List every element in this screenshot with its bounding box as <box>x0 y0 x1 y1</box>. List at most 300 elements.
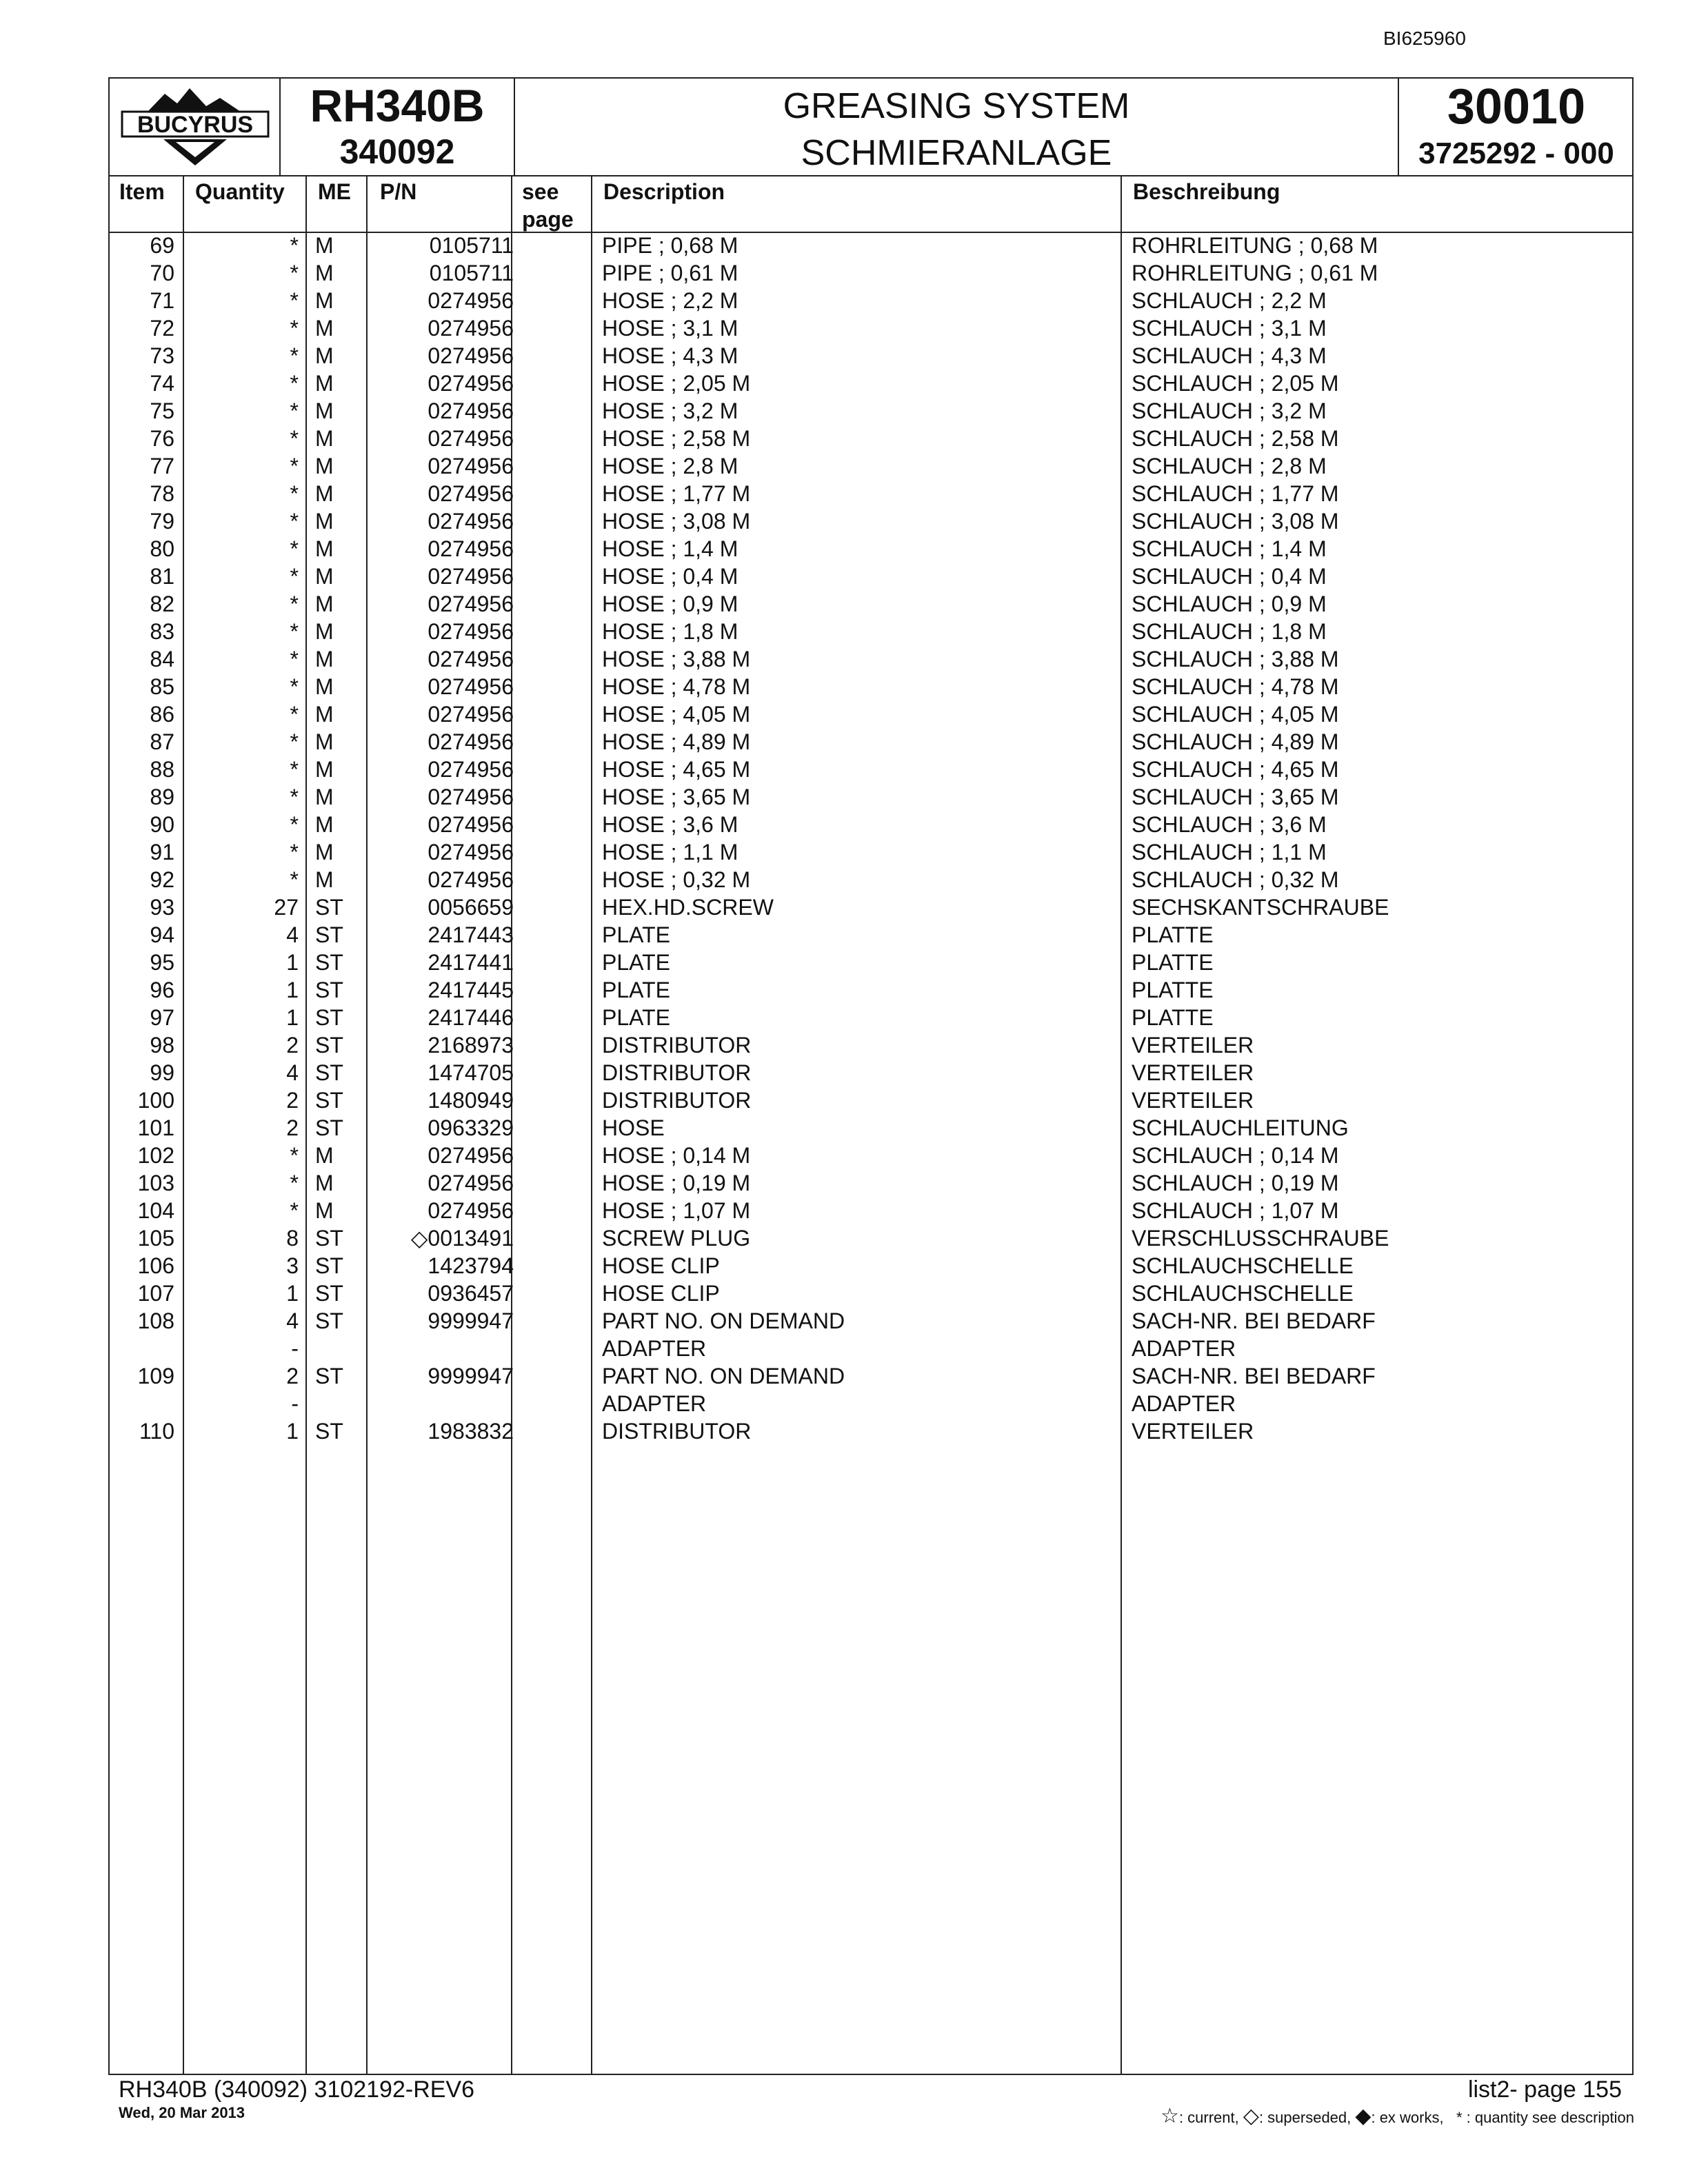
unit-cell-text: M <box>315 729 334 754</box>
item-cell <box>110 673 174 700</box>
unit-cell-text: ST <box>315 1308 343 1333</box>
item-cell <box>110 1142 174 1169</box>
unit-cell <box>315 1417 343 1445</box>
unit-cell-text: ST <box>315 1364 343 1388</box>
unit-cell-text: M <box>315 288 334 313</box>
item-cell <box>110 949 174 976</box>
model-number: RH340B <box>310 80 485 131</box>
beschreibung-cell <box>1132 590 1327 618</box>
quantity-cell-text: * <box>290 509 299 534</box>
beschreibung-cell <box>1132 1086 1254 1114</box>
description-cell-text: HOSE ; 0,32 M <box>602 867 751 892</box>
unit-cell <box>315 949 343 976</box>
table-row <box>110 811 1632 838</box>
beschreibung-cell-text: PLATTE <box>1132 1005 1214 1030</box>
quantity-cell <box>183 1417 299 1445</box>
quantity-cell <box>183 783 299 811</box>
description-cell-text: HOSE ; 2,8 M <box>602 454 738 478</box>
quantity-cell <box>183 673 299 700</box>
beschreibung-cell-text: SCHLAUCH ; 2,2 M <box>1132 288 1327 313</box>
table-row <box>110 1004 1632 1031</box>
beschreibung-cell <box>1132 397 1327 425</box>
quantity-cell <box>183 618 299 645</box>
unit-cell-text: M <box>315 757 334 782</box>
item-cell <box>110 921 174 949</box>
quantity-cell-text: * <box>290 233 299 258</box>
column-header-row <box>110 175 1632 233</box>
description-cell-text: HOSE ; 3,2 M <box>602 398 738 423</box>
description-cell <box>602 645 750 673</box>
part-number-cell-text: 0274956 <box>428 757 514 782</box>
beschreibung-cell-text: SCHLAUCH ; 3,65 M <box>1132 785 1339 809</box>
description-cell <box>602 397 738 425</box>
description-cell-text: PIPE ; 0,61 M <box>602 261 738 285</box>
beschreibung-cell-text: SCHLAUCH ; 3,88 M <box>1132 647 1339 671</box>
part-number-cell <box>376 1224 514 1252</box>
item-cell-text: 83 <box>150 619 174 644</box>
beschreibung-cell <box>1132 259 1378 287</box>
item-cell <box>110 535 174 563</box>
description-cell-text: PLATE <box>602 950 670 975</box>
table-row <box>110 1280 1632 1307</box>
beschreibung-cell-text: VERSCHLUSSCHRAUBE <box>1132 1226 1389 1251</box>
table-row <box>110 397 1632 425</box>
part-number-cell <box>376 535 514 563</box>
beschreibung-cell-text: PLATTE <box>1132 978 1214 1002</box>
quantity-cell-text: 1 <box>286 1281 299 1306</box>
table-row <box>110 756 1632 783</box>
part-number-cell <box>376 756 514 783</box>
table-row <box>110 425 1632 452</box>
title-german: SCHMIERANLAGE <box>801 133 1112 173</box>
item-cell-text: 98 <box>150 1033 174 1058</box>
quantity-cell <box>183 507 299 535</box>
description-cell-text: HOSE ; 3,88 M <box>602 647 751 671</box>
quantity-cell-text: * <box>290 757 299 782</box>
part-number-cell <box>376 1086 514 1114</box>
beschreibung-cell <box>1132 700 1339 728</box>
beschreibung-cell <box>1132 949 1214 976</box>
description-cell <box>602 342 738 370</box>
description-cell <box>602 866 750 893</box>
table-row <box>110 866 1632 893</box>
description-cell-text: DISTRIBUTOR <box>602 1088 752 1113</box>
beschreibung-cell-text: SCHLAUCH ; 4,78 M <box>1132 674 1339 699</box>
item-cell <box>110 314 174 342</box>
quantity-cell <box>183 756 299 783</box>
bucyrus-logo <box>110 79 281 175</box>
beschreibung-cell <box>1132 1252 1354 1280</box>
unit-cell <box>315 728 334 756</box>
beschreibung-cell-text: SCHLAUCH ; 0,19 M <box>1132 1171 1339 1195</box>
quantity-cell <box>183 1031 299 1059</box>
footer-doc-ref: RH340B (340092) 3102192-REV6 <box>119 2076 475 2103</box>
table-row <box>110 921 1632 949</box>
logo-text: BUCYRUS <box>137 112 254 138</box>
part-number-cell-text: 0274956 <box>428 1198 514 1223</box>
beschreibung-cell-text: VERTEILER <box>1132 1088 1254 1113</box>
quantity-cell <box>183 535 299 563</box>
description-cell-text: PLATE <box>602 922 670 947</box>
col-see-page <box>522 175 574 232</box>
quantity-cell-text: * <box>290 702 299 727</box>
item-cell-text: 70 <box>150 261 174 285</box>
beschreibung-cell <box>1132 673 1339 700</box>
part-number-cell <box>376 783 514 811</box>
part-number-cell-text: 0274956 <box>428 619 514 644</box>
description-cell <box>602 1004 670 1031</box>
part-number-cell <box>376 507 514 535</box>
unit-cell-text: M <box>315 647 334 671</box>
beschreibung-cell <box>1132 1031 1254 1059</box>
unit-cell <box>315 1169 334 1197</box>
quantity-cell-text: * <box>290 674 299 699</box>
quantity-cell-text: 1 <box>286 1419 299 1444</box>
item-cell-text: 86 <box>150 702 174 727</box>
unit-cell <box>315 563 334 590</box>
part-number-cell <box>376 645 514 673</box>
col-see-page-line1: see <box>522 179 559 204</box>
table-row <box>110 1059 1632 1086</box>
unit-cell <box>315 700 334 728</box>
legend-ex-works: : ex works, <box>1371 2109 1444 2126</box>
unit-cell-text: ST <box>315 1033 343 1058</box>
serial-number: 340092 <box>339 132 455 171</box>
part-number-cell-text: 1423794 <box>428 1253 514 1278</box>
description-cell <box>602 756 750 783</box>
part-number-cell <box>376 673 514 700</box>
beschreibung-cell-text: SCHLAUCH ; 2,58 M <box>1132 426 1339 451</box>
description-cell-text-line2: ADAPTER <box>602 1391 707 1416</box>
beschreibung-cell <box>1132 287 1327 314</box>
beschreibung-cell <box>1132 838 1327 866</box>
unit-cell <box>315 783 334 811</box>
item-cell <box>110 783 174 811</box>
quantity-cell <box>183 1169 299 1197</box>
part-number-cell-text: 2417441 <box>428 950 514 975</box>
table-row <box>110 1086 1632 1114</box>
beschreibung-cell-text: VERTEILER <box>1132 1419 1254 1444</box>
footer-legend <box>1160 2104 1634 2128</box>
unit-cell-text: M <box>315 619 334 644</box>
quantity-cell <box>183 232 299 259</box>
table-row <box>110 1252 1632 1280</box>
part-number-cell <box>376 1197 514 1224</box>
description-cell <box>602 1224 750 1252</box>
quantity-cell-text: 8 <box>286 1226 299 1251</box>
beschreibung-cell <box>1132 370 1339 397</box>
beschreibung-cell <box>1132 756 1339 783</box>
part-number-cell <box>376 728 514 756</box>
part-number-cell-text: 0936457 <box>428 1281 514 1306</box>
footer-page: list2- page 155 <box>1467 2076 1622 2103</box>
description-cell <box>602 507 750 535</box>
part-number-cell <box>376 838 514 866</box>
description-cell-text: PLATE <box>602 978 670 1002</box>
unit-cell-text: M <box>315 702 334 727</box>
description-cell <box>602 949 670 976</box>
item-cell-text: 110 <box>139 1419 174 1444</box>
part-number-cell-text: 0274956 <box>428 398 514 423</box>
quantity-cell-text: * <box>290 1171 299 1195</box>
unit-cell-text: ST <box>315 895 343 920</box>
item-cell <box>110 232 174 259</box>
unit-cell <box>315 645 334 673</box>
unit-cell <box>315 342 334 370</box>
part-number-cell <box>376 370 514 397</box>
description-cell <box>602 1197 750 1224</box>
beschreibung-cell <box>1132 1142 1339 1169</box>
part-number-cell <box>376 811 514 838</box>
part-number-cell-text: 0105711 <box>429 233 514 258</box>
quantity-cell-text: * <box>290 536 299 561</box>
beschreibung-cell-text: ROHRLEITUNG ; 0,61 M <box>1132 261 1378 285</box>
unit-cell-text: M <box>315 481 334 506</box>
beschreibung-cell-text: SCHLAUCH ; 3,6 M <box>1132 812 1327 837</box>
quantity-cell-text: * <box>290 867 299 892</box>
description-cell-text: HOSE ; 1,77 M <box>602 481 751 506</box>
quantity-cell <box>183 645 299 673</box>
item-cell-text: 72 <box>150 316 174 341</box>
description-cell-text: DISTRIBUTOR <box>602 1419 752 1444</box>
col-item: Item <box>119 179 165 204</box>
description-cell <box>602 259 738 287</box>
beschreibung-cell <box>1132 976 1214 1004</box>
table-row <box>110 590 1632 618</box>
quantity-cell <box>183 700 299 728</box>
table-row <box>110 949 1632 976</box>
part-number-cell-text: 0274956 <box>428 729 514 754</box>
legend-current: : current, <box>1178 2109 1239 2126</box>
part-number-cell-text: 0963329 <box>428 1115 514 1140</box>
footer-date: Wed, 20 Mar 2013 <box>119 2104 245 2121</box>
beschreibung-cell-text: PLATTE <box>1132 950 1214 975</box>
item-cell-text: 85 <box>150 674 174 699</box>
quantity-cell <box>183 342 299 370</box>
quantity-cell <box>183 838 299 866</box>
description-cell-text: SCREW PLUG <box>602 1226 751 1251</box>
part-number-cell <box>376 1031 514 1059</box>
description-cell <box>602 370 750 397</box>
part-number-cell <box>376 1004 514 1031</box>
quantity-cell-text: * <box>290 729 299 754</box>
quantity-cell <box>183 314 299 342</box>
description-cell-text: HOSE ; 1,8 M <box>602 619 738 644</box>
description-cell <box>602 1031 751 1059</box>
beschreibung-cell <box>1132 342 1327 370</box>
quantity-cell <box>183 1252 299 1280</box>
description-cell <box>602 1252 720 1280</box>
quantity-cell <box>183 1114 299 1142</box>
table-row <box>110 232 1632 259</box>
description-cell <box>602 673 750 700</box>
quantity-cell-text: 1 <box>286 978 299 1002</box>
unit-cell-text: M <box>315 343 334 368</box>
item-cell <box>110 866 174 893</box>
quantity-cell-text: * <box>290 261 299 285</box>
unit-cell-text: M <box>315 426 334 451</box>
part-number-cell <box>376 700 514 728</box>
part-number-cell-text: 0105711 <box>429 261 514 285</box>
diamond-outline-icon: ◇ <box>1243 2105 1259 2127</box>
quantity-cell-text: 1 <box>286 1005 299 1030</box>
unit-cell <box>315 232 334 259</box>
quantity-cell-text: * <box>290 785 299 809</box>
beschreibung-cell-text: SCHLAUCH ; 3,2 M <box>1132 398 1327 423</box>
quantity-cell <box>183 1280 299 1307</box>
legend-quantity: * : quantity see description <box>1456 2109 1634 2126</box>
table-row <box>110 645 1632 673</box>
unit-cell <box>315 1142 334 1169</box>
item-cell-text: 78 <box>150 481 174 506</box>
item-cell-text: 90 <box>150 812 174 837</box>
description-cell-text: HOSE ; 4,65 M <box>602 757 751 782</box>
beschreibung-cell <box>1132 893 1389 921</box>
item-cell-text: 103 <box>137 1171 174 1195</box>
table-row <box>110 1307 1632 1362</box>
description-cell-text: HOSE ; 4,05 M <box>602 702 751 727</box>
part-number-cell <box>376 1114 514 1142</box>
unit-cell-text: M <box>315 840 334 865</box>
description-cell <box>602 314 738 342</box>
unit-cell <box>315 535 334 563</box>
part-number-cell <box>376 563 514 590</box>
unit-cell <box>315 1307 343 1335</box>
description-cell <box>602 452 738 480</box>
table-row <box>110 480 1632 507</box>
item-cell <box>110 287 174 314</box>
table-row <box>110 1197 1632 1224</box>
quantity-cell-text: 1 <box>286 950 299 975</box>
beschreibung-cell-text: SCHLAUCH ; 3,1 M <box>1132 316 1327 341</box>
item-cell-text: 73 <box>150 343 174 368</box>
quantity-cell <box>183 287 299 314</box>
unit-cell-text: M <box>315 261 334 285</box>
part-number-cell <box>376 949 514 976</box>
part-number-cell-text: ◇0013491 <box>410 1226 514 1251</box>
part-number-cell-text: 0274956 <box>428 454 514 478</box>
unit-cell-text: M <box>315 536 334 561</box>
quantity-cell <box>183 1307 299 1362</box>
beschreibung-cell-text: SCHLAUCH ; 0,4 M <box>1132 564 1327 589</box>
unit-cell <box>315 618 334 645</box>
description-cell-text: HOSE ; 0,14 M <box>602 1143 751 1168</box>
quantity-cell <box>183 893 299 921</box>
table-row <box>110 1362 1632 1417</box>
item-cell-text: 107 <box>137 1281 174 1306</box>
col-quantity: Quantity <box>195 179 285 204</box>
beschreibung-cell-text: SACH-NR. BEI BEDARF <box>1132 1308 1376 1333</box>
unit-cell-text: M <box>315 674 334 699</box>
item-cell <box>110 618 174 645</box>
beschreibung-cell <box>1132 232 1378 259</box>
table-row <box>110 673 1632 700</box>
item-cell <box>110 1059 174 1086</box>
part-number-cell-text: 0274956 <box>428 288 514 313</box>
item-cell <box>110 1169 174 1197</box>
beschreibung-cell <box>1132 1114 1349 1142</box>
table-row <box>110 1114 1632 1142</box>
beschreibung-cell <box>1132 728 1339 756</box>
part-number-cell-text: 9999947 <box>428 1364 514 1388</box>
quantity-cell-text: * <box>290 454 299 478</box>
item-cell-text: 104 <box>137 1198 174 1223</box>
beschreibung-cell <box>1132 811 1327 838</box>
quantity-cell <box>183 921 299 949</box>
star-outline-icon: ☆ <box>1160 2105 1179 2127</box>
unit-cell <box>315 425 334 452</box>
item-cell-text: 105 <box>137 1226 174 1251</box>
beschreibung-cell <box>1132 1197 1339 1224</box>
quantity-cell-text: * <box>290 1143 299 1168</box>
part-number-cell <box>376 1142 514 1169</box>
beschreibung-cell <box>1132 1224 1389 1252</box>
quantity-cell-text: * <box>290 481 299 506</box>
description-cell-text: HOSE ; 3,08 M <box>602 509 751 534</box>
unit-cell-text: M <box>315 316 334 341</box>
table-row <box>110 259 1632 287</box>
diamond-filled-icon: ◆ <box>1355 2105 1372 2127</box>
table-row <box>110 342 1632 370</box>
description-cell <box>602 535 738 563</box>
item-cell-text: 81 <box>150 564 174 589</box>
part-number-cell-text: 0274956 <box>428 481 514 506</box>
quantity-cell <box>183 480 299 507</box>
part-number-cell-text: 1480949 <box>428 1088 514 1113</box>
table-row <box>110 1031 1632 1059</box>
part-number-cell-text: 1474705 <box>428 1060 514 1085</box>
description-cell-text: HOSE ; 3,6 M <box>602 812 738 837</box>
unit-cell-text: ST <box>315 922 343 947</box>
quantity-cell <box>183 397 299 425</box>
legend-superseded: : superseded, <box>1258 2109 1352 2126</box>
item-cell-text: 94 <box>150 922 174 947</box>
part-number-cell-text: 0274956 <box>428 371 514 396</box>
beschreibung-cell <box>1132 480 1339 507</box>
part-number-cell-text: 0274956 <box>428 674 514 699</box>
unit-cell-text: M <box>315 564 334 589</box>
quantity-cell-text: 4 <box>286 1060 299 1085</box>
description-cell <box>602 976 670 1004</box>
quantity-cell <box>183 563 299 590</box>
title-cell <box>515 79 1399 175</box>
part-number-cell-text: 0274956 <box>428 812 514 837</box>
part-number-cell-text: 0274956 <box>428 564 514 589</box>
beschreibung-cell-text: SACH-NR. BEI BEDARF <box>1132 1364 1376 1388</box>
part-number-cell <box>376 1307 514 1335</box>
item-cell-text: 108 <box>137 1308 174 1333</box>
item-cell <box>110 507 174 535</box>
item-cell-text: 106 <box>137 1253 174 1278</box>
quantity-cell-text: * <box>290 840 299 865</box>
unit-cell-text: ST <box>315 1060 343 1085</box>
col-beschreibung: Beschreibung <box>1133 179 1280 204</box>
unit-cell-text: M <box>315 398 334 423</box>
part-number-cell-text: 2417445 <box>428 978 514 1002</box>
quantity-cell <box>183 1362 299 1417</box>
table-row <box>110 314 1632 342</box>
unit-cell-text: M <box>315 509 334 534</box>
beschreibung-cell-text: SCHLAUCH ; 1,77 M <box>1132 481 1339 506</box>
col-description: Description <box>603 179 725 204</box>
unit-cell <box>315 893 343 921</box>
quantity-cell-text: * <box>290 1198 299 1223</box>
description-cell <box>602 232 738 259</box>
part-number-cell-text: 0274956 <box>428 840 514 865</box>
part-number-cell-text: 0274956 <box>428 343 514 368</box>
quantity-cell-text: * <box>290 398 299 423</box>
quantity-cell <box>183 1142 299 1169</box>
